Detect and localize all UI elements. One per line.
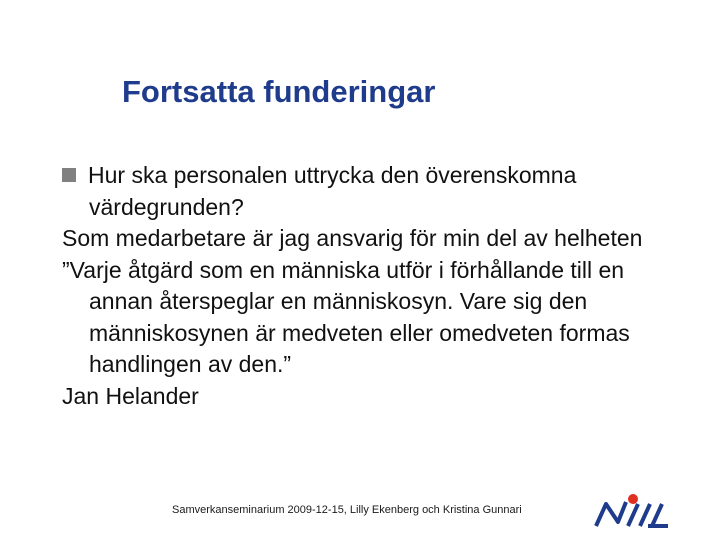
bullet-paragraph	[62, 160, 662, 223]
paragraph-text: Jan Helander	[62, 382, 199, 409]
paragraph-text: Som medarbetare är jag ansvarig för min del av helheten	[62, 225, 643, 251]
author-paragraph	[62, 381, 662, 413]
paragraph	[62, 223, 662, 255]
logo-icon	[592, 490, 672, 530]
slide-body	[62, 160, 662, 412]
quote-paragraph	[62, 255, 662, 381]
paragraph-text: ”Varje åtgärd som en människa utför i förhållande till en annan återspeglar en människosyn. Vare sig den människosynen är medveten eller omedveten formas handlingen av den.”	[62, 256, 630, 377]
paragraph-text: Hur ska personalen uttrycka den överenskomna värdegrunden?	[88, 162, 577, 220]
slide-footer: Samverkanseminarium 2009-12-15, Lilly Ekenberg och Kristina Gunnari	[172, 504, 522, 516]
square-bullet-icon	[62, 168, 76, 182]
slide-title: Fortsatta funderingar	[122, 74, 436, 109]
